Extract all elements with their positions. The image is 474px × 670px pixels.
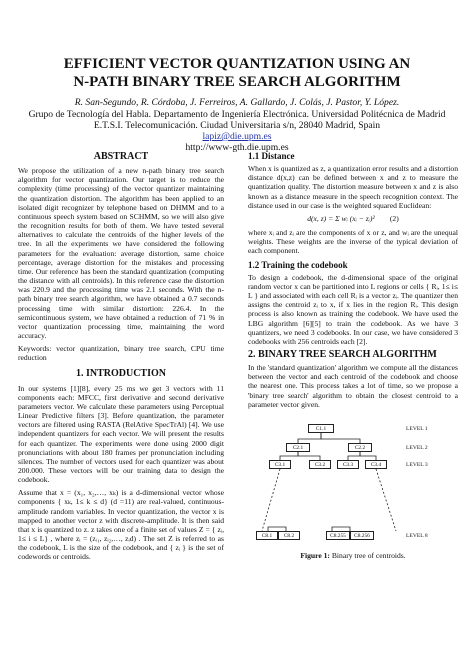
- tree-node: C8.2: [278, 531, 300, 540]
- codebook-paragraph: To design a codebook, the d-dimensional space of the original random vector x can be partitioned into L regions or cells { Rᵢ, 1≤ i≤ L } and associated with each cell Rᵢ is a vector zᵢ. The quantizer then assigns the centroid zᵢ to x, if x lies in the region Rᵢ. This design process is also known as training the codebook. We have used the LBG algorithm [6][5] to train the codebook. As we have 3 quantizers, we need 3 codebooks. In our case, we have considered 3 codebooks with 256 centroids each [2].: [248, 272, 458, 346]
- codebook-heading: 1.2 Training the codebook: [248, 259, 348, 270]
- keywords: Keywords: vector quantization, binary tree search, CPU time reduction: [18, 344, 224, 363]
- distance-paragraph-1: When x is quantized as z, a quantization error results and a distortion distance d(x,z) can be defined between x and z to measure the quantization quality. The distortion measure between x and z is also known as a distance measure in the speech recognition context. The distance used in our case is the weighted squared Euclidean:: [248, 164, 458, 210]
- introduction-paragraph-1: In our systems [1][8], every 25 ms we get 3 vectors with 11 components each: MFCC, first derivative and second derivative parameters vector. We calculate these parameters using Perceptual Linear Predictive filters [3]. Before quantization, the parameter vectors are filtered using RASTA (RelAtive SpecTrAl) [4]. We use independent quantizers for each vector. We will present the results for each quantizer. The experiments were done using 2000 digit pronunciations with about 180 frames per pronunciation including silences. The number of vectors used for each quantizer was about 200.000. These vectors will be our training data to design the codebook.: [18, 383, 224, 485]
- tree-node: C3.1: [269, 460, 291, 469]
- binary-tree-figure: [248, 413, 458, 549]
- figure-caption: [248, 551, 458, 560]
- author-list: R. San-Segundo, R. Córdoba, J. Ferreiros, A. Gallardo, J. Colás, J. Pastor, Y. López.: [74, 97, 400, 108]
- figure-caption-label: Figure 1:: [300, 550, 330, 560]
- binary-tree-search-heading: 2. BINARY TREE SEARCH ALGORITHM: [248, 348, 437, 360]
- distance-paragraph-2: where xᵢ and zᵢ are the components of x or z, and wᵢ are the unequal weights. These weights are the inverse of the typical deviation of each component.: [248, 228, 458, 256]
- affiliation-line-2: E.T.S.I. Telecomunicación. Ciudad Universitaria s/n, 28040 Madrid, Spain: [93, 120, 381, 131]
- level-label: LEVEL 8: [406, 532, 428, 539]
- tree-node: C1.1: [308, 424, 334, 433]
- binary-tree-search-paragraph: In the 'standard quantization' algorithm we compute all the distances between the vector and each centroid of the codebook and choose the nearest one. This process takes a lot of time, so we propose a 'binary tree search' algorithm to obtain the closest centroid to a parameter vector given.: [248, 363, 458, 409]
- tree-node: C2.1: [286, 443, 310, 452]
- distance-equation: [248, 214, 458, 223]
- figure-caption-text: Binary tree of centroids.: [329, 550, 406, 560]
- level-label: LEVEL 3: [406, 461, 428, 468]
- tree-node: C3.2: [309, 460, 331, 469]
- tree-node: C8.256: [350, 531, 374, 540]
- tree-node: C8.255: [326, 531, 350, 540]
- level-label: LEVEL 1: [406, 425, 428, 432]
- distance-heading: 1.1 Distance: [248, 151, 295, 161]
- introduction-heading: 1. INTRODUCTION: [75, 368, 166, 380]
- website-url: http://www-gth.die.upm.es: [185, 142, 289, 153]
- paper-title-line-1: EFFICIENT VECTOR QUANTIZATION USING AN: [63, 56, 411, 72]
- contact-email-row: [0, 131, 474, 142]
- tree-node: C2.2: [348, 443, 372, 452]
- equation-formula: d(x, z) = Σ wᵢ (xᵢ − zᵢ)²: [307, 213, 375, 223]
- paper-title-line-2: N-PATH BINARY TREE SEARCH ALGORITHM: [73, 74, 401, 90]
- abstract-body: We propose the utilization of a new n-path binary tree search algorithm for vector quantization. Our target is to reduce the complexity (time processing) of the vector quantizer maintaining the quantization distortion. The algorithm has been applied to an isolated digit recognizer by telephone based on DHMM and to a continuous speech system based on SCHMM, so we will also give the recognition results for both of them. We have tested several alternatives to calculate the centroids of the higher levels of the tree. In all the experiments we have considered the following parameters for the evaluation: average distortion, same choice percentage, average distortion for the mistakes and processing time. Our reference has been the standard quantization (computing the distance with all centroids). In this reference case the distortion was 220.9 and the processing time was 2.1 seconds. With the n-path binary tree search algorithm, we have obtained a 0.7 seconds processing time with similar distortion: 226.4. In the semicontinuous system, we have obtained a reduction of 71 % in vector quantization processing time, maintaining the word accuracy.: [18, 166, 224, 340]
- email-link[interactable]: lapiz@die.upm.es: [202, 131, 272, 142]
- level-label: LEVEL 2: [406, 444, 428, 451]
- tree-node: C3.4: [365, 460, 387, 469]
- right-column: [248, 152, 458, 560]
- tree-node: C3.3: [337, 460, 359, 469]
- affiliation-line-1: Grupo de Tecnología del Habla. Departamento de Ingeniería Electrónica. Universidad Politécnica de Madrid: [28, 109, 446, 120]
- tree-node: C8.1: [256, 531, 278, 540]
- left-column: [18, 152, 224, 566]
- abstract-heading: ABSTRACT: [93, 151, 149, 162]
- introduction-paragraph-2: Assume that x = (x₁, x₂,…, xₖ) is a d-dimensional vector whose components { xₖ, 1≤ k ≤ d} (d =11) are real-valued, continuous-amplitude random variables. In vector quantization, the vector x is mapped to another vector z with discrete-amplitude. It is then said that x is quantized to z. z takes one of a finite set of values Z = { zᵢ, 1≤ i ≤ L} , where zᵢ = (zᵢ₁, zᵢ₂,…, zᵢd) . The set Z is referred to as the codebook, L is the size of the codebook, and { zᵢ } is the set of codewords or centroids.: [18, 488, 224, 562]
- equation-number: (2): [389, 213, 399, 223]
